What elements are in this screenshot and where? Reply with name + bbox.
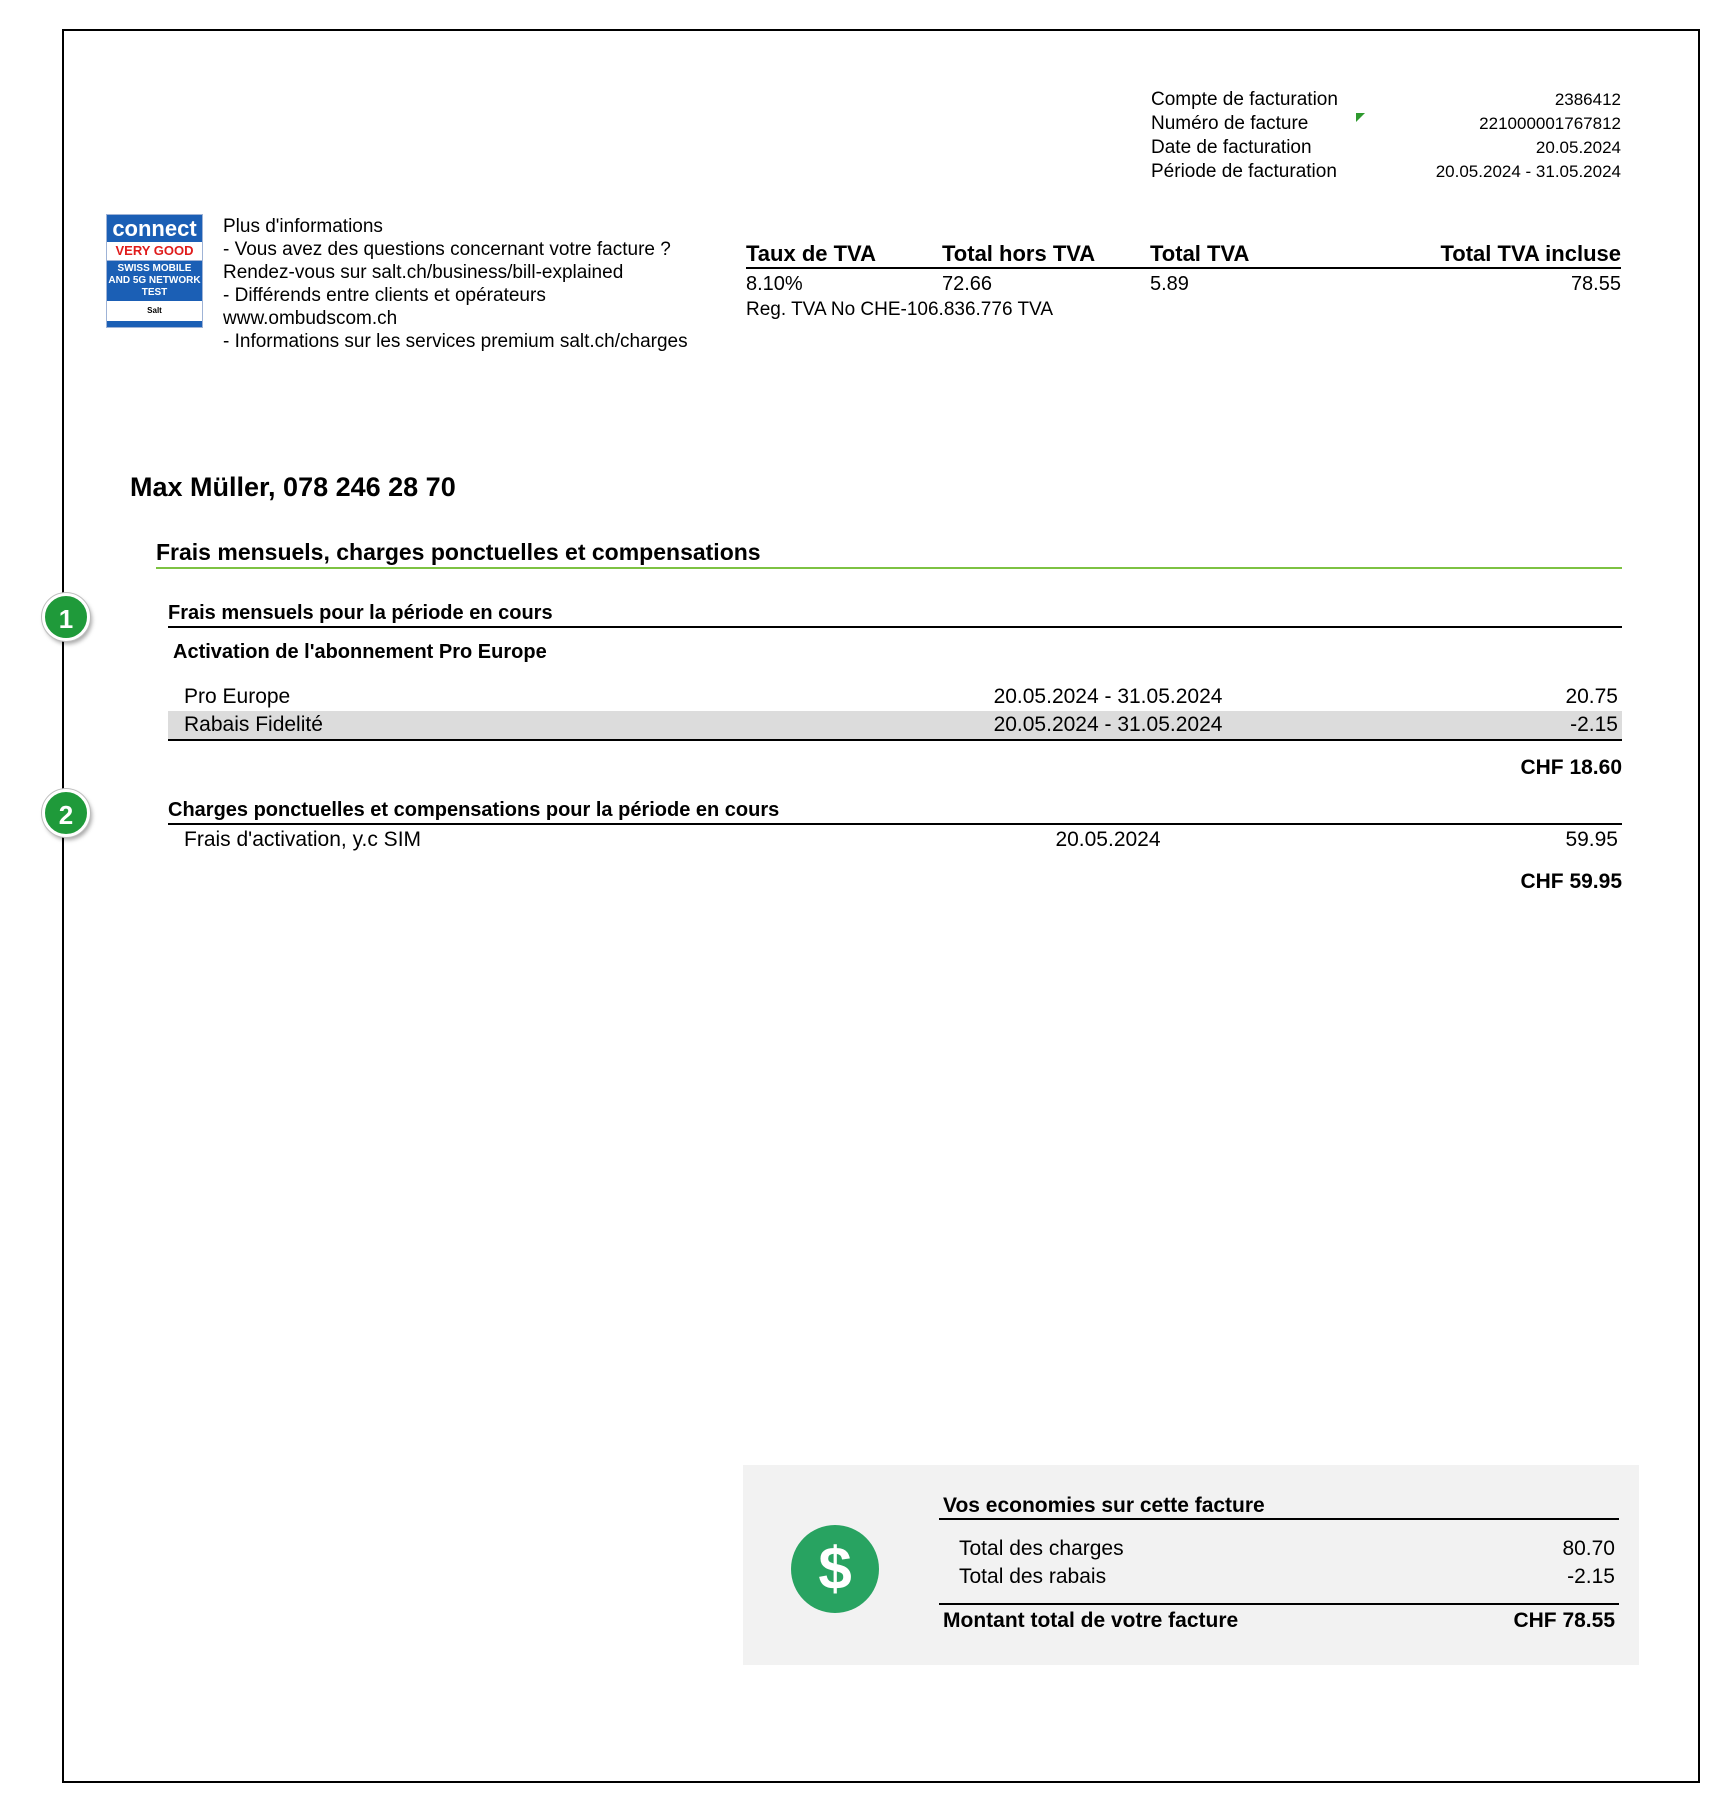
info-link-ombudscom[interactable]: www.ombudscom.ch [223, 308, 398, 329]
invoice-total-value: CHF 78.55 [1513, 1609, 1615, 1632]
line-item-amount: 20.75 [1565, 685, 1618, 708]
invoice-total [939, 1603, 1619, 1637]
savings-row-label: Total des rabais [959, 1565, 1107, 1588]
info-block [223, 215, 723, 353]
step-badge-2: 2 [42, 789, 90, 837]
vat-net: 72.66 [942, 273, 993, 295]
logo-line-test: SWISS MOBILE AND 5G NETWORK TEST [107, 261, 202, 301]
meta-row-period [1151, 160, 1621, 184]
info-heading: Plus d'informations [223, 216, 383, 237]
vat-header-vat: Total TVA [1150, 241, 1250, 266]
meta-value: 2386412 [1554, 90, 1621, 109]
line-item-period: 20.05.2024 - 31.05.2024 [993, 713, 1223, 736]
line-item [168, 711, 1622, 741]
line-item [168, 683, 1622, 711]
meta-label: Numéro de facture [1151, 113, 1309, 134]
meta-value: 20.05.2024 [1535, 138, 1621, 157]
meta-label: Compte de facturation [1151, 89, 1338, 110]
meta-value: 221000001767812 [1479, 114, 1621, 133]
vat-header-net: Total hors TVA [942, 241, 1096, 266]
corner-marker-icon [1356, 113, 1365, 122]
logo-footer-bar [107, 321, 202, 327]
meta-label: Date de facturation [1151, 137, 1312, 158]
vat-rate: 8.10% [746, 273, 803, 295]
info-link-charges[interactable]: - Informations sur les services premium salt.ch/charges [223, 331, 688, 352]
oneoff-subtotal: CHF 59.95 [1520, 870, 1622, 893]
meta-label: Période de facturation [1151, 161, 1337, 182]
vat-registration: Reg. TVA No CHE-106.836.776 TVA [746, 299, 1053, 320]
logo-line-brand: Salt [147, 306, 162, 315]
connect-award-logo [106, 214, 203, 328]
vat-header-gross: Total TVA incluse [1440, 241, 1621, 266]
savings-row-amount: -2.15 [1567, 1565, 1615, 1588]
line-item-description: Rabais Fidelité [184, 713, 323, 736]
info-line: - Vous avez des questions concernant votre facture ? [223, 239, 671, 260]
invoice-total-label: Montant total de votre facture [943, 1609, 1239, 1632]
savings-row-label: Total des charges [959, 1537, 1124, 1560]
line-item-period: 20.05.2024 - 31.05.2024 [993, 685, 1223, 708]
invoice-meta [1151, 88, 1621, 184]
savings-title: Vos economies sur cette facture [939, 1492, 1619, 1520]
oneoff-charges-title: Charges ponctuelles et compensations pour la période en cours [168, 797, 1622, 825]
line-item [168, 826, 1622, 854]
vat-table-row [746, 269, 1621, 299]
subscription-title: Activation de l'abonnement Pro Europe [173, 641, 547, 663]
info-link-bill-explained[interactable]: Rendez-vous sur salt.ch/business/bill-explained [223, 262, 624, 283]
vat-table [746, 240, 1621, 321]
line-item-description: Frais d'activation, y.c SIM [184, 828, 422, 851]
vat-table-header [746, 240, 1621, 269]
monthly-charges-title: Frais mensuels pour la période en cours [168, 600, 1622, 628]
meta-value: 20.05.2024 - 31.05.2024 [1435, 162, 1621, 181]
savings-row [939, 1563, 1619, 1591]
line-item-period: 20.05.2024 [1055, 828, 1161, 851]
vat-amount: 5.89 [1150, 273, 1189, 295]
savings-row-amount: 80.70 [1562, 1537, 1615, 1560]
line-item-description: Pro Europe [184, 685, 291, 708]
logo-line-connect: connect [107, 215, 202, 242]
line-item-amount: 59.95 [1565, 828, 1618, 851]
info-line: - Différends entre clients et opérateurs [223, 285, 546, 306]
savings-row [939, 1535, 1619, 1563]
meta-row-account [1151, 88, 1621, 112]
vat-gross: 78.55 [1570, 273, 1621, 295]
monthly-subtotal: CHF 18.60 [1520, 756, 1622, 779]
meta-row-date [1151, 136, 1621, 160]
savings-box [743, 1465, 1639, 1665]
logo-line-rating: VERY GOOD [107, 242, 202, 261]
section-title: Frais mensuels, charges ponctuelles et compensations [156, 537, 1622, 569]
vat-header-rate: Taux de TVA [746, 241, 876, 266]
dollar-icon: $ [791, 1525, 879, 1613]
step-badge-1: 1 [42, 593, 90, 641]
line-item-amount: -2.15 [1570, 713, 1618, 736]
meta-row-invoice-number [1151, 112, 1621, 136]
customer-name-phone: Max Müller, 078 246 28 70 [130, 472, 456, 502]
